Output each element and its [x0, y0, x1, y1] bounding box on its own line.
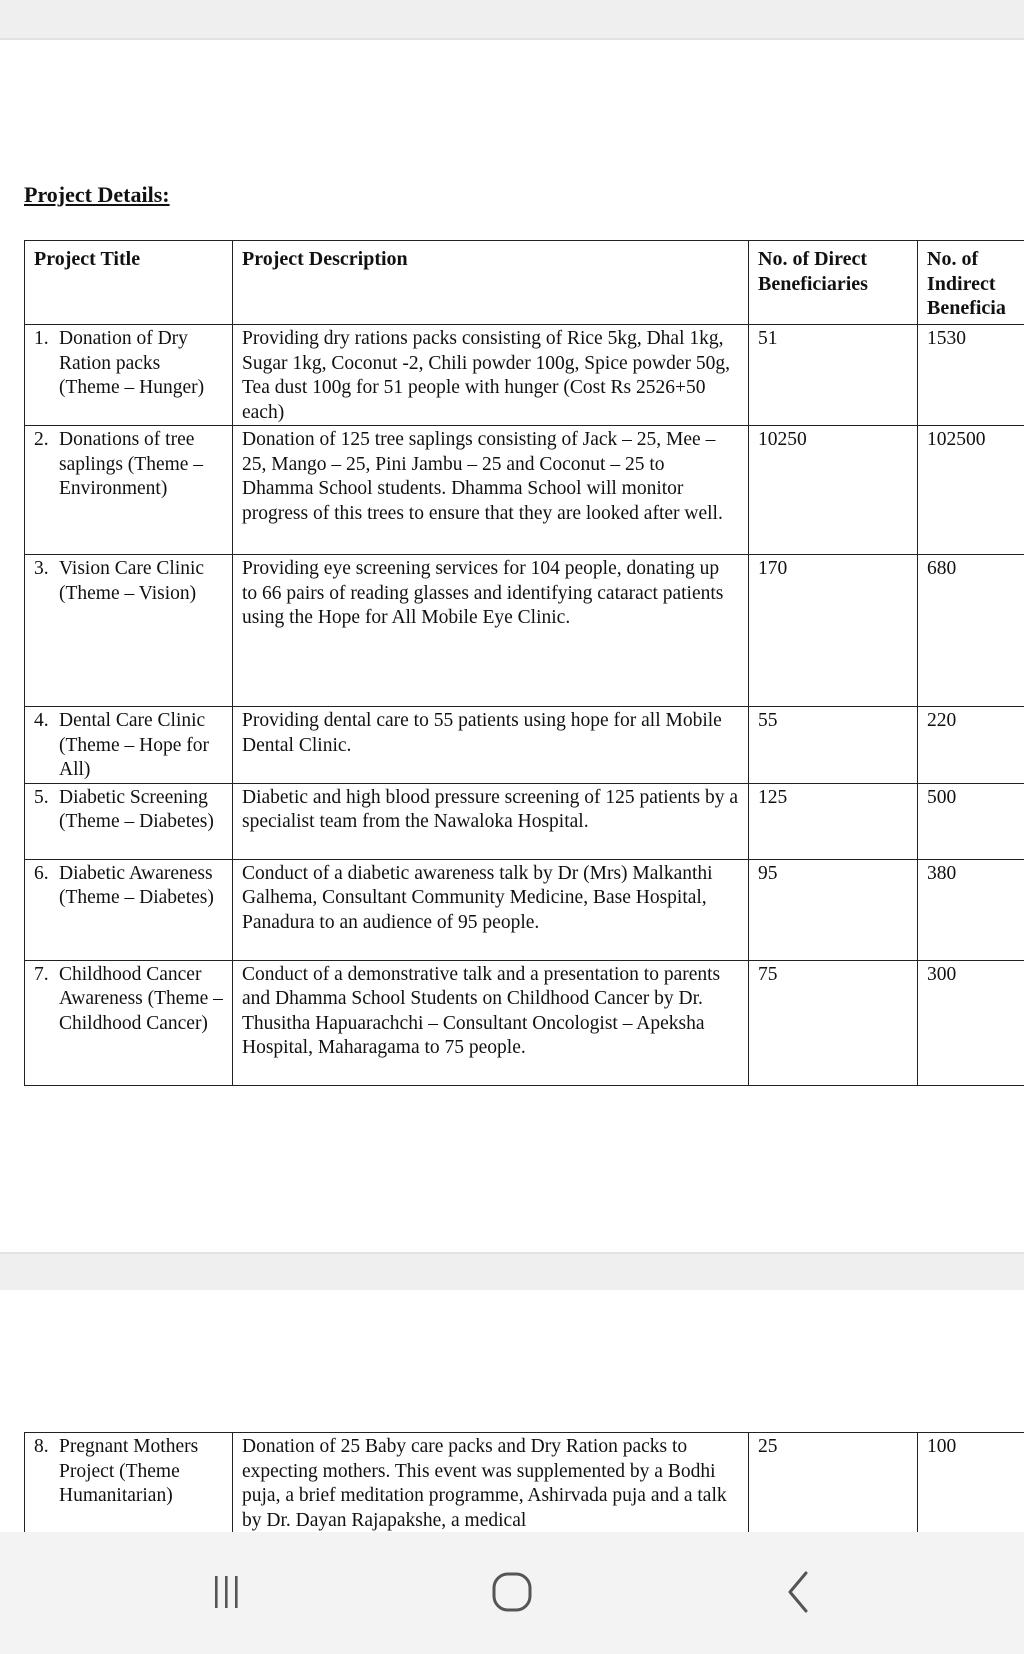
project-title: Donation of Dry Ration packs (Theme – Hunger) [59, 328, 205, 398]
header-direct-beneficiaries: No. of Direct Beneficiaries [749, 241, 918, 325]
row-index: 8. [34, 1436, 49, 1457]
system-navigation-bar [0, 1532, 1024, 1654]
row-index: 1. [34, 328, 49, 349]
project-title-cell [25, 707, 233, 784]
project-title: Childhood Cancer Awareness (Theme – Childhood Cancer) [59, 963, 223, 1034]
document-page-1[interactable] [0, 40, 1024, 1252]
header-project-description: Project Description [233, 241, 749, 325]
project-description: Donation of 25 Baby care packs and Dry Ration packs to expecting mothers. This event was supplemented by a Bodhi puja, a brief meditation programme, Ashirvada puja and a talk by Dr. Dayan Rajapakshe, a medical [233, 1433, 749, 1533]
project-details-table [24, 240, 1024, 1086]
project-description: Conduct of a diabetic awareness talk by Dr (Mrs) Malkanthi Galhema, Consultant Community Medicine, Base Hospital, Panadura to an audience of 95 people. [233, 859, 749, 960]
table-row [25, 960, 1024, 1085]
project-title-cell [25, 859, 233, 960]
table-row [25, 707, 1024, 784]
project-description: Diabetic and high blood pressure screening of 125 patients by a specialist team from the Nawaloka Hospital. [233, 783, 749, 859]
project-title: Diabetic Awareness (Theme – Diabetes) [59, 862, 214, 908]
section-heading: Project Details: [24, 182, 170, 207]
table-header-row [25, 241, 1024, 325]
page-gap-top [0, 0, 1024, 40]
row-index: 4. [34, 710, 49, 731]
project-title: Dental Care Clinic (Theme – Hope for All) [59, 710, 209, 780]
row-index: 6. [34, 862, 49, 884]
direct-beneficiaries: 170 [749, 555, 918, 707]
project-title-cell [25, 1433, 233, 1533]
project-details-table-continued [24, 1432, 1024, 1532]
project-title-cell [25, 783, 233, 859]
table-row [25, 783, 1024, 859]
table-row [25, 325, 1024, 426]
direct-beneficiaries: 51 [749, 325, 918, 426]
project-title-cell [25, 325, 233, 426]
direct-beneficiaries: 25 [749, 1433, 918, 1533]
direct-beneficiaries: 95 [749, 859, 918, 960]
header-indirect-beneficiaries: No. of Indirect Beneficia [918, 241, 1024, 325]
table-row [25, 426, 1024, 555]
project-description: Providing eye screening services for 104 people, donating up to 66 pairs of reading glasses and identifying cataract patients using the Hope for All Mobile Eye Clinic. [233, 555, 749, 707]
row-index: 2. [34, 429, 49, 450]
recent-apps-icon [206, 1572, 246, 1612]
recent-apps-button[interactable] [186, 1562, 266, 1622]
project-title: Diabetic Screening (Theme – Diabetes) [59, 786, 214, 832]
indirect-beneficiaries: 102500 [918, 426, 1024, 555]
table-row [25, 555, 1024, 707]
project-description: Providing dry rations packs consisting of Rice 5kg, Dhal 1kg, Sugar 1kg, Coconut -2, Chili powder 100g, Spice powder 50g, Tea dust 100g for 51 people with hunger (Cost Rs 2526+50 each) [233, 325, 749, 426]
indirect-beneficiaries: 680 [918, 555, 1024, 707]
indirect-beneficiaries: 100 [918, 1433, 1024, 1533]
table-row [25, 1433, 1024, 1533]
direct-beneficiaries: 75 [749, 960, 918, 1085]
home-icon [489, 1569, 535, 1615]
project-title-cell [25, 555, 233, 707]
project-description: Providing dental care to 55 patients using hope for all Mobile Dental Clinic. [233, 707, 749, 784]
project-title: Pregnant Mothers Project (Theme Humanitarian) [59, 1436, 199, 1506]
indirect-beneficiaries: 500 [918, 783, 1024, 859]
back-button[interactable] [758, 1562, 838, 1622]
project-title-cell [25, 426, 233, 555]
indirect-beneficiaries: 380 [918, 859, 1024, 960]
direct-beneficiaries: 55 [749, 707, 918, 784]
indirect-beneficiaries: 220 [918, 707, 1024, 784]
row-index: 7. [34, 963, 49, 985]
row-index: 5. [34, 786, 49, 808]
project-title: Donations of tree saplings (Theme – Environment) [59, 429, 204, 499]
home-button[interactable] [472, 1562, 552, 1622]
project-description: Donation of 125 tree saplings consisting of Jack – 25, Mee – 25, Mango – 25, Pini Jambu – 25 and Coconut – 25 to Dhamma School students. Dhamma School will monitor progress of this trees to ensure that they are looked after well. [233, 426, 749, 555]
indirect-beneficiaries: 300 [918, 960, 1024, 1085]
table-row [25, 859, 1024, 960]
header-project-title: Project Title [25, 241, 233, 325]
project-title: Vision Care Clinic (Theme – Vision) [59, 558, 205, 604]
back-icon [778, 1569, 818, 1615]
indirect-beneficiaries: 1530 [918, 325, 1024, 426]
project-description: Conduct of a demonstrative talk and a presentation to parents and Dhamma School Students on Childhood Cancer by Dr. Thusitha Hapuarachchi – Consultant Oncologist – Apeksha Hospital, Maharagama to 75 people. [233, 960, 749, 1085]
project-title-cell [25, 960, 233, 1085]
document-page-2[interactable] [0, 1290, 1024, 1532]
page-gap-middle [0, 1252, 1024, 1292]
direct-beneficiaries: 125 [749, 783, 918, 859]
row-index: 3. [34, 558, 49, 579]
direct-beneficiaries: 10250 [749, 426, 918, 555]
